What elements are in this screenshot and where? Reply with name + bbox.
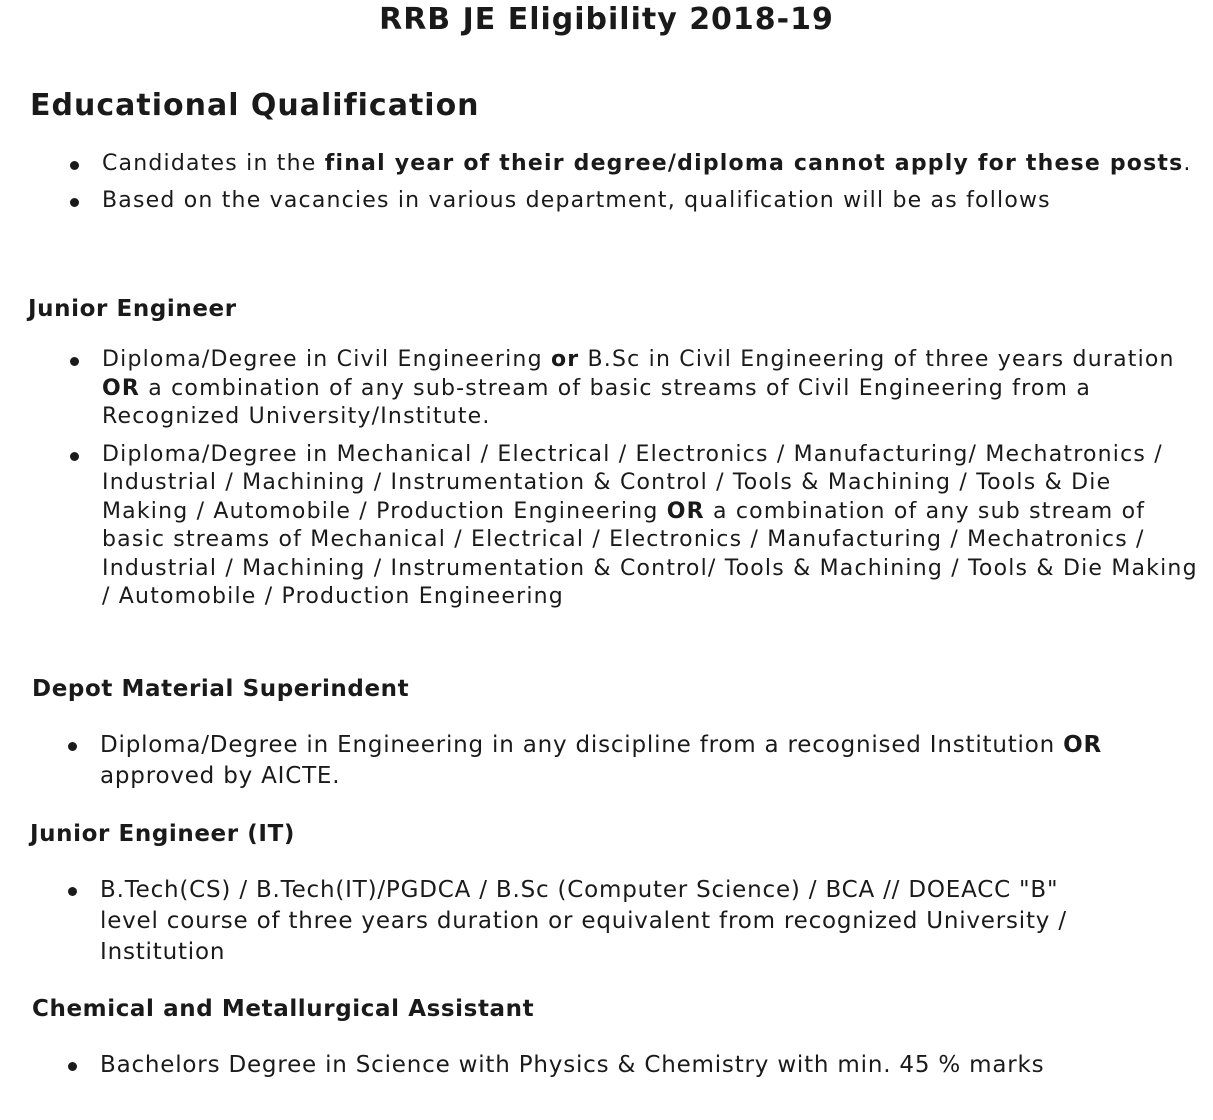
list-item: Diploma/Degree in Mechanical / Electrical / Electronics / Manufacturing/ Mechatronics / Industrial / Machining / Instrumentation & Control / Tools & Machining / Tools & Die Making / Automobile / Production Engineering OR a combination of any sub stream of basic streams of Mechanical / Electrical / Electronics / Manufacturing / Mechatronics / Industrial / Machining / Instrumentation & Control/ Tools & Machining / Tools & Die Making / Automobile / Production Engineering (70, 441, 1205, 612)
heading-junior-engineer: Junior Engineer (28, 296, 237, 322)
list-item: Candidates in the final year of their degree/diploma cannot apply for these posts. (70, 150, 1205, 179)
section-title-educational-qualification: Educational Qualification (30, 88, 480, 123)
junior-engineer-list (70, 346, 1205, 612)
page-title: RRB JE Eligibility 2018-19 (379, 2, 834, 37)
general-list (70, 150, 1205, 215)
junior-engineer-it-list (68, 875, 1118, 968)
list-item: Based on the vacancies in various department, qualification will be as follows (70, 187, 1205, 216)
list-item: Bachelors Degree in Science with Physics & Chemistry with min. 45 % marks (68, 1050, 1118, 1081)
heading-chemical-metallurgical-assistant: Chemical and Metallurgical Assistant (32, 996, 535, 1022)
chemical-assistant-list (68, 1050, 1118, 1081)
list-item: Diploma/Degree in Engineering in any discipline from a recognised Institution OR approved by AICTE. (68, 730, 1118, 792)
depot-material-list (68, 730, 1118, 792)
list-item: B.Tech(CS) / B.Tech(IT)/PGDCA / B.Sc (Computer Science) / BCA // DOEACC "B" level course of three years duration or equivalent from recognized University / Institution (68, 875, 1118, 968)
heading-junior-engineer-it: Junior Engineer (IT) (30, 821, 295, 847)
heading-depot-material-superindent: Depot Material Superindent (32, 676, 410, 702)
list-item: Diploma/Degree in Civil Engineering or B.Sc in Civil Engineering of three years duration OR a combination of any sub-stream of basic streams of Civil Engineering from a Recognized University/Institute. (70, 346, 1205, 432)
